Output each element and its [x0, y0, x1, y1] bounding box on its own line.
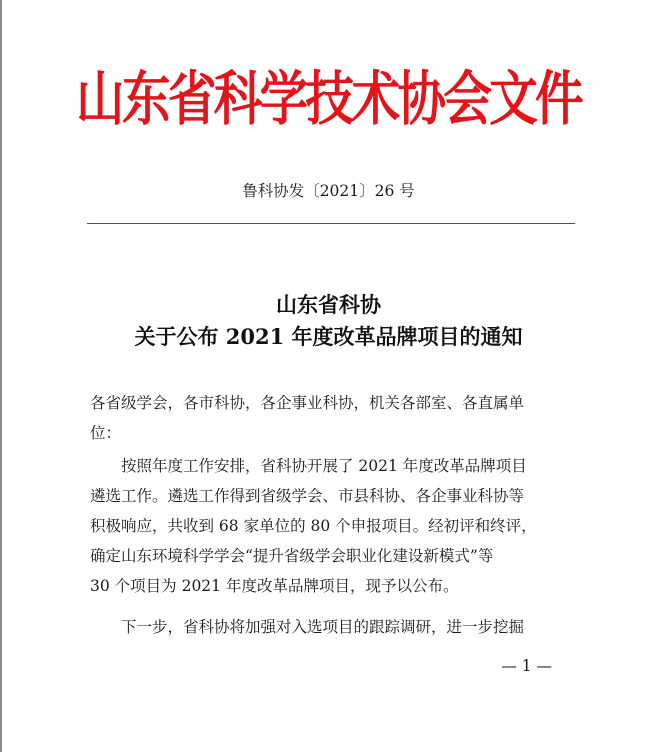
paragraph-line: 30 个项目为 2021 年度改革品牌项目，现予以公布。 [90, 577, 459, 595]
page-edge [0, 0, 2, 752]
paragraph-line: 确定山东环境科学学会“提升省级学会职业化建设新模式”等 [90, 547, 494, 565]
salutation-line: 位： [90, 424, 122, 442]
page-number [0, 655, 647, 677]
notice-title-issuer: 山东省科协 [276, 292, 381, 317]
salutation [90, 388, 580, 448]
notice-title-subject: 关于公布 2021 年度改革品牌项目的通知 [134, 324, 523, 349]
salutation-line: 各省级学会，各市科协，各企事业科协，机关各部室、各直属单 [90, 394, 525, 412]
paragraph-line: 按照年度工作安排，省科协开展了 2021 年度改革品牌项目 [121, 457, 527, 475]
page-number-text: — 1 — [501, 657, 552, 675]
body-paragraph-2 [90, 612, 580, 642]
masthead-title: 山东省科学技术协会文件 [76, 65, 581, 134]
paragraph-line: 遴选工作。遴选工作得到省级学会、市县科协、各企事业科协等 [90, 487, 525, 505]
red-separator-line [87, 223, 575, 224]
body-paragraph-1 [90, 451, 580, 601]
paragraph-line: 积极响应，共收到 68 家单位的 80 个申报项目。经初评和终评， [90, 517, 537, 535]
document-number: 鲁科协发〔2021〕26 号 [242, 182, 415, 200]
paragraph-line: 下一步，省科协将加强对入选项目的跟踪调研，进一步挖掘 [121, 618, 525, 636]
